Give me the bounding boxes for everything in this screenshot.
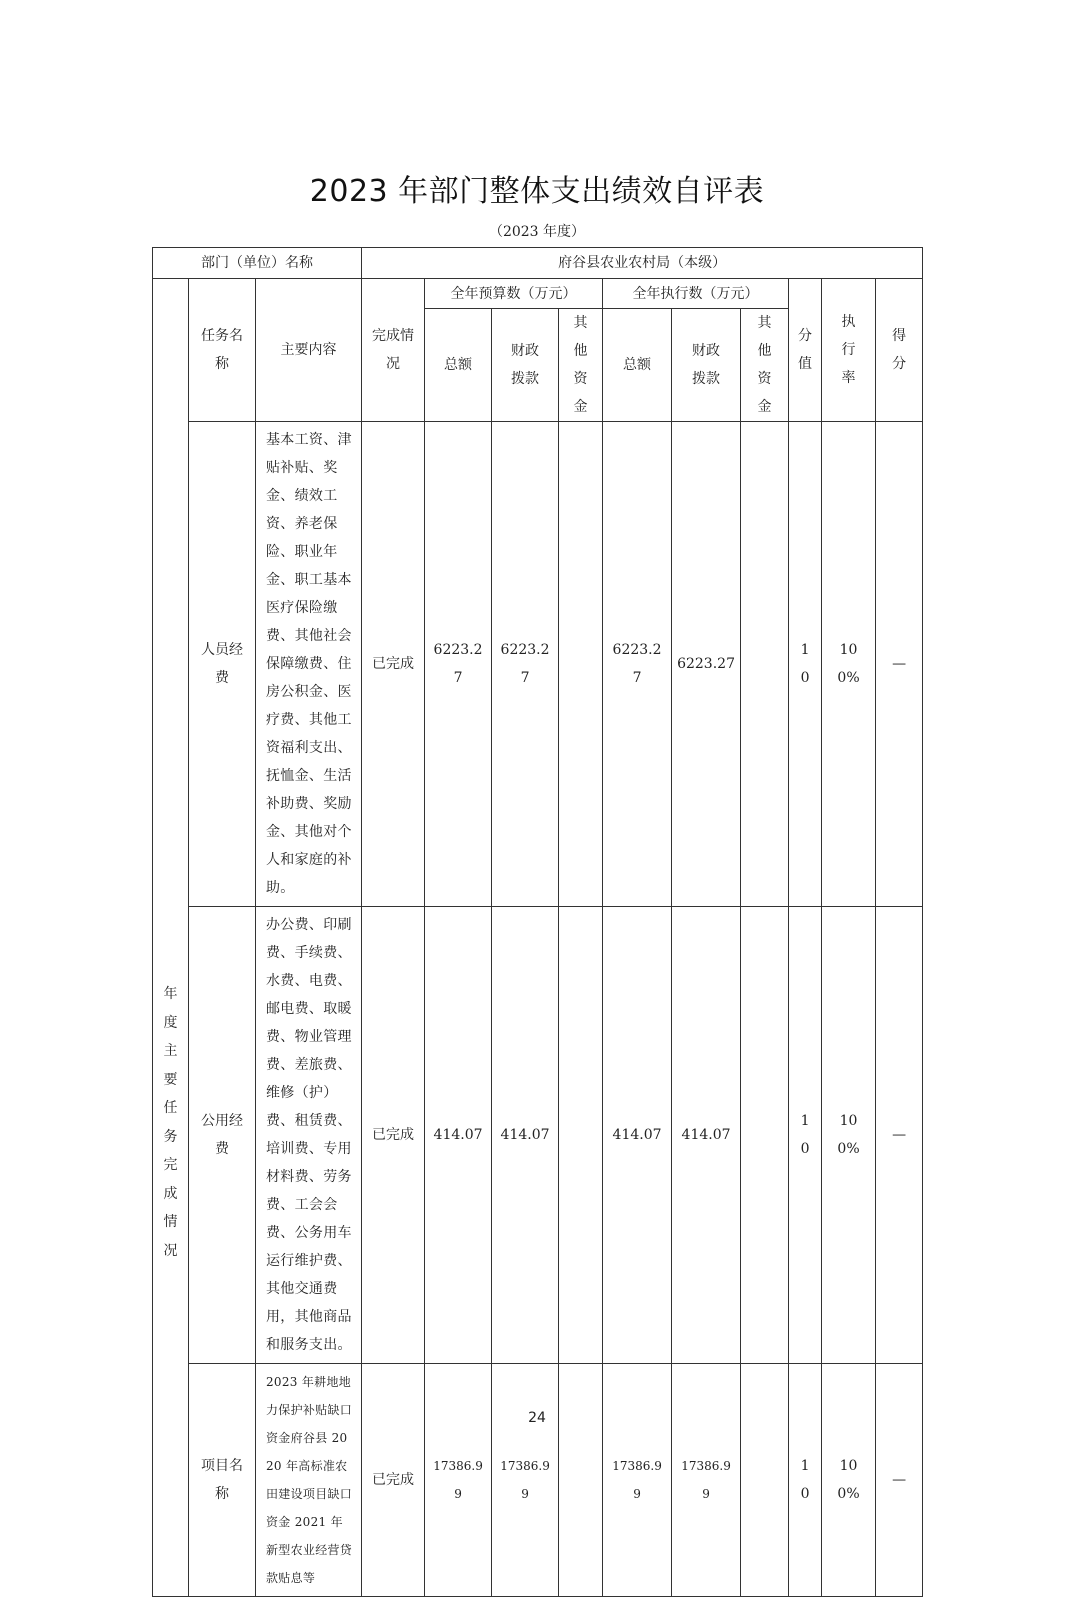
budget-group-header: 全年预算数（万元） (425, 279, 603, 309)
dept-value: 府谷县农业农村局（本级） (362, 248, 923, 279)
exec-total: 6223.27 (603, 422, 672, 907)
score-value-header: 分值 (789, 279, 822, 422)
score-header: 得分 (876, 279, 923, 422)
side-label-cell (153, 279, 189, 1597)
budget-fiscal-header: 财政拨款 (492, 309, 559, 422)
score-value: 10 (789, 422, 822, 907)
exec-fiscal: 17386.99 (672, 1364, 741, 1597)
completion-status: 已完成 (362, 422, 425, 907)
budget-total: 17386.99 (425, 1364, 492, 1597)
exec-other (741, 907, 789, 1364)
exec-other-header: 其他资金 (741, 309, 789, 422)
table-row (153, 422, 923, 907)
score: — (876, 422, 923, 907)
exec-total: 17386.99 (603, 1364, 672, 1597)
page-subtitle: （2023 年度） (488, 224, 586, 240)
completion-status: 已完成 (362, 907, 425, 1364)
dept-label: 部门（单位）名称 (153, 248, 362, 279)
budget-other-header: 其他资金 (559, 309, 603, 422)
exec-rate: 100% (822, 1364, 876, 1597)
exec-group-header: 全年执行数（万元） (603, 279, 789, 309)
exec-rate: 100% (822, 907, 876, 1364)
exec-fiscal-header: 财政拨款 (672, 309, 741, 422)
page-number: 24 (528, 1410, 546, 1426)
task-content: 基本工资、津贴补贴、奖金、绩效工资、养老保险、职业年金、职工基本医疗保险缴费、其他社会保障缴费、住房公积金、医疗费、其他工资福利支出、抚恤金、生活补助费、奖励金、其他对个人和家庭的补助。 (256, 422, 362, 907)
task-name: 项目名称 (189, 1364, 256, 1597)
exec-other (741, 422, 789, 907)
budget-other (559, 907, 603, 1364)
budget-other (559, 1364, 603, 1597)
exec-rate: 100% (822, 422, 876, 907)
exec-total-header: 总额 (603, 309, 672, 422)
exec-fiscal: 6223.27 (672, 422, 741, 907)
budget-total: 6223.27 (425, 422, 492, 907)
exec-fiscal: 414.07 (672, 907, 741, 1364)
exec-other (741, 1364, 789, 1597)
task-content: 2023 年耕地地力保护补贴缺口资金府谷县 2020 年高标准农田建设项目缺口资金 2021 年新型农业经营贷款贴息等 (256, 1364, 362, 1597)
score-value: 10 (789, 1364, 822, 1597)
page-title: 2023 年部门整体支出绩效自评表 (309, 174, 765, 209)
table-row (153, 907, 923, 1364)
score-value: 10 (789, 907, 822, 1364)
dept-row (153, 248, 923, 279)
header-row-1 (153, 279, 923, 309)
completion-status: 已完成 (362, 1364, 425, 1597)
budget-fiscal: 6223.27 (492, 422, 559, 907)
table-row (153, 1364, 923, 1597)
budget-fiscal: 414.07 (492, 907, 559, 1364)
task-name-header: 任务名称 (189, 279, 256, 422)
completion-header: 完成情况 (362, 279, 425, 422)
exec-total: 414.07 (603, 907, 672, 1364)
task-name: 人员经费 (189, 422, 256, 907)
score: — (876, 1364, 923, 1597)
budget-other (559, 422, 603, 907)
exec-rate-header: 执行率 (822, 279, 876, 422)
budget-total: 414.07 (425, 907, 492, 1364)
main-content-header: 主要内容 (256, 279, 362, 422)
side-label: 年度主要任务完成情况 (163, 986, 178, 1259)
task-content: 办公费、印刷费、手续费、水费、电费、邮电费、取暖费、物业管理费、差旅费、维修（护）费、租赁费、培训费、专用材料费、劳务费、工会会费、公务用车运行维护费、其他交通费用，其他商品和服务支出。 (256, 907, 362, 1364)
task-name: 公用经费 (189, 907, 256, 1364)
budget-total-header: 总额 (425, 309, 492, 422)
score: — (876, 907, 923, 1364)
budget-fiscal: 17386.99 (492, 1364, 559, 1597)
performance-table (152, 247, 923, 1597)
